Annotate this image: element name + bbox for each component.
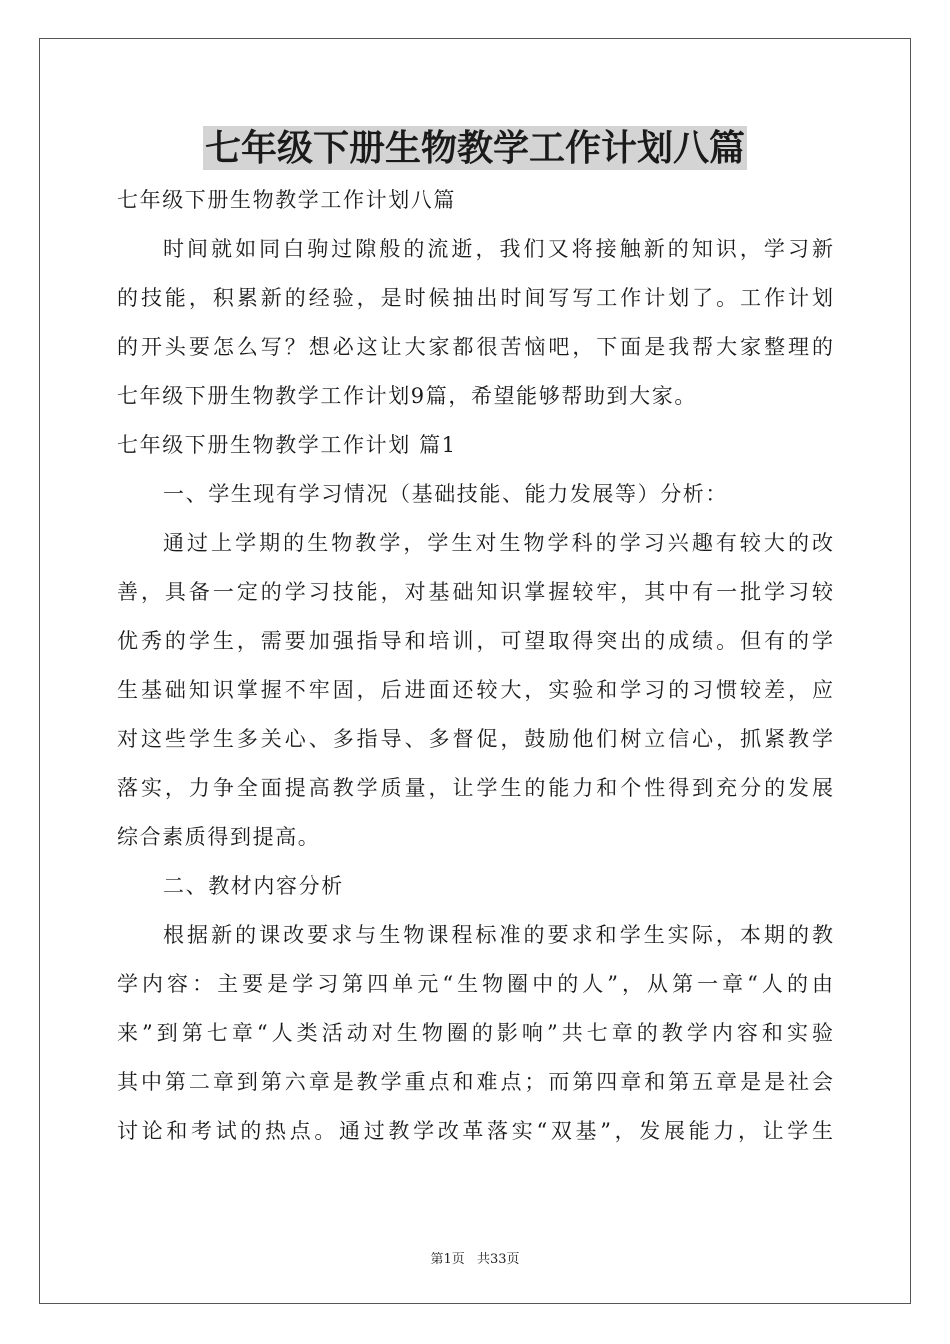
paragraph-line: 落实，力争全面提高教学质量，让学生的能力和个性得到充分的发展 [117, 776, 833, 800]
subsection-heading: 二、教材内容分析 [163, 874, 344, 898]
section-heading: 七年级下册生物教学工作计划 篇1 [117, 433, 457, 457]
page-total: 共33页 [476, 1252, 520, 1267]
title-container [0, 126, 950, 170]
paragraph-line: 综合素质得到提高。 [117, 825, 321, 849]
document-title: 七年级下册生物教学工作计划八篇 [204, 127, 745, 169]
page-footer [0, 1248, 950, 1267]
paragraph-line: 生基础知识掌握不牢固，后进面还较大，实验和学习的习惯较差，应 [117, 678, 833, 702]
paragraph-line: 根据新的课改要求与生物课程标准的要求和学生实际，本期的教 [163, 923, 833, 947]
paragraph-line: 通过上学期的生物教学，学生对生物学科的学习兴趣有较大的改 [163, 531, 833, 555]
subtitle-line: 七年级下册生物教学工作计划八篇 [117, 188, 456, 212]
paragraph-line: 时间就如同白驹过隙般的流逝，我们又将接触新的知识，学习新 [163, 237, 833, 261]
paragraph-line: 的开头要怎么写？想必这让大家都很苦恼吧，下面是我帮大家整理的 [117, 335, 833, 359]
paragraph-line: 其中第二章到第六章是教学重点和难点；而第四章和第五章是是社会 [117, 1070, 833, 1094]
paragraph-line: 善，具备一定的学习技能，对基础知识掌握较牢，其中有一批学习较 [117, 580, 833, 604]
subsection-heading: 一、学生现有学习情况（基础技能、能力发展等）分析： [163, 482, 728, 506]
paragraph-line: 的技能，积累新的经验，是时候抽出时间写写工作计划了。工作计划 [117, 286, 833, 310]
paragraph-line: 对这些学生多关心、多指导、多督促，鼓励他们树立信心，抓紧教学 [117, 727, 833, 751]
paragraph-line: 学内容：主要是学习第四单元“生物圈中的人”，从第一章“人的由 [117, 972, 833, 996]
document-body [117, 176, 833, 1156]
paragraph-line: 优秀的学生，需要加强指导和培训，可望取得突出的成绩。但有的学 [117, 629, 833, 653]
paragraph-line: 来”到第七章“人类活动对生物圈的影响”共七章的教学内容和实验 [117, 1021, 833, 1045]
paragraph-line: 七年级下册生物教学工作计划9篇，希望能够帮助到大家。 [117, 384, 697, 408]
page-number: 第1页 [430, 1252, 465, 1267]
paragraph-line: 讨论和考试的热点。通过教学改革落实“双基”，发展能力，让学生 [117, 1119, 833, 1143]
